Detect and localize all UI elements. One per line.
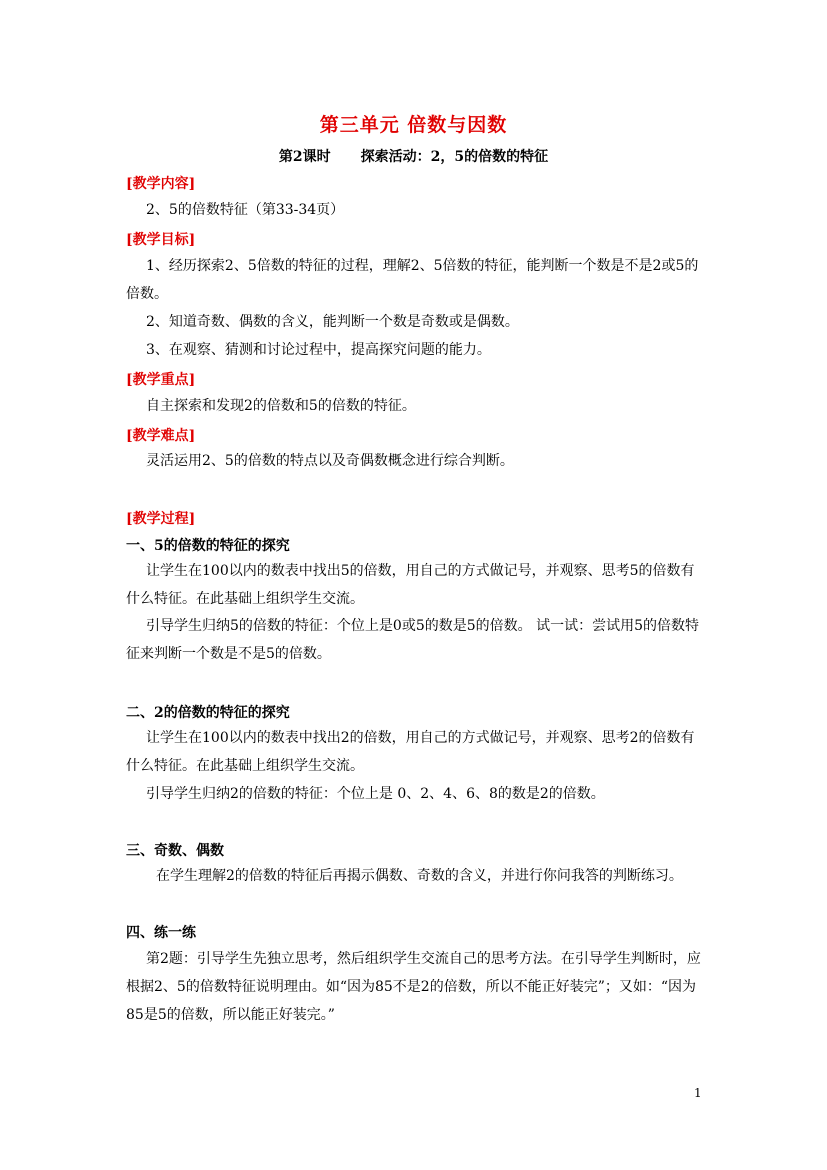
section-label-difficulty: [教学难点] [126, 428, 196, 444]
goal-item-2: 2、知道奇数、偶数的含义，能判断一个数是奇数或是偶数。 [146, 314, 519, 330]
part-4-paragraph-1: 第2题：引导学生先独立思考，然后组织学生交流自己的思考方法。在引导学生判断时，应根据2、5的倍数特征说明理由。如“因为85不是2的倍数，所以不能正好装完”；又如：“因为85是5的倍数，所以能正好装完。” [126, 951, 701, 1023]
part-2-paragraph-2: 引导学生归纳2的倍数的特征：个位上是 0、2、4、6、8的数是2的倍数。 [146, 786, 605, 802]
part-heading-4: 四、练一练 [126, 925, 196, 941]
part-1-paragraph-2: 引导学生归纳5的倍数的特征：个位上是0或5的数是5的倍数。 试一试：尝试用5的倍数特征来判断一个数是不是5的倍数。 [126, 618, 699, 662]
unit-title: 第三单元 倍数与因数 [319, 114, 508, 136]
part-2-paragraph-1: 让学生在100以内的数表中找出2的倍数，用自己的方式做记号，并观察、思考2的倍数有什么特征。在此基础上组织学生交流。 [126, 730, 695, 774]
goal-item-1: 1、经历探索2、5倍数的特征的过程，理解2、5倍数的特征，能判断一个数是不是2或5的倍数。 [126, 258, 699, 302]
part-heading-2: 二、2的倍数的特征的探究 [126, 705, 290, 721]
section-label-key: [教学重点] [126, 372, 196, 388]
part-1-paragraph-1: 让学生在100以内的数表中找出5的倍数，用自己的方式做记号，并观察、思考5的倍数有什么特征。在此基础上组织学生交流。 [126, 563, 695, 607]
part-heading-3: 三、奇数、偶数 [126, 843, 224, 859]
part-3-paragraph-1: 在学生理解2的倍数的特征后再揭示偶数、奇数的含义，并进行你问我答的判断练习。 [156, 868, 683, 884]
lesson-topic: 探索活动：2，5的倍数的特征 [360, 149, 549, 165]
difficulty-text: 灵活运用2、5的倍数的特点以及奇偶数概念进行综合判断。 [146, 453, 514, 469]
part-heading-1: 一、5的倍数的特征的探究 [126, 538, 290, 554]
page-number: 1 [694, 1086, 702, 1100]
section-label-process: [教学过程] [126, 511, 196, 527]
lesson-number: 第2课时 [278, 149, 331, 165]
goal-item-3: 3、在观察、猜测和讨论过程中，提高探究问题的能力。 [146, 342, 491, 358]
content-text: 2、5的倍数特征（第33-34页） [146, 202, 345, 218]
lesson-subtitle [0, 146, 827, 166]
key-text: 自主探索和发现2的倍数和5的倍数的特征。 [146, 398, 416, 414]
section-label-goals: [教学目标] [126, 232, 196, 248]
section-label-content: [教学内容] [126, 176, 196, 192]
